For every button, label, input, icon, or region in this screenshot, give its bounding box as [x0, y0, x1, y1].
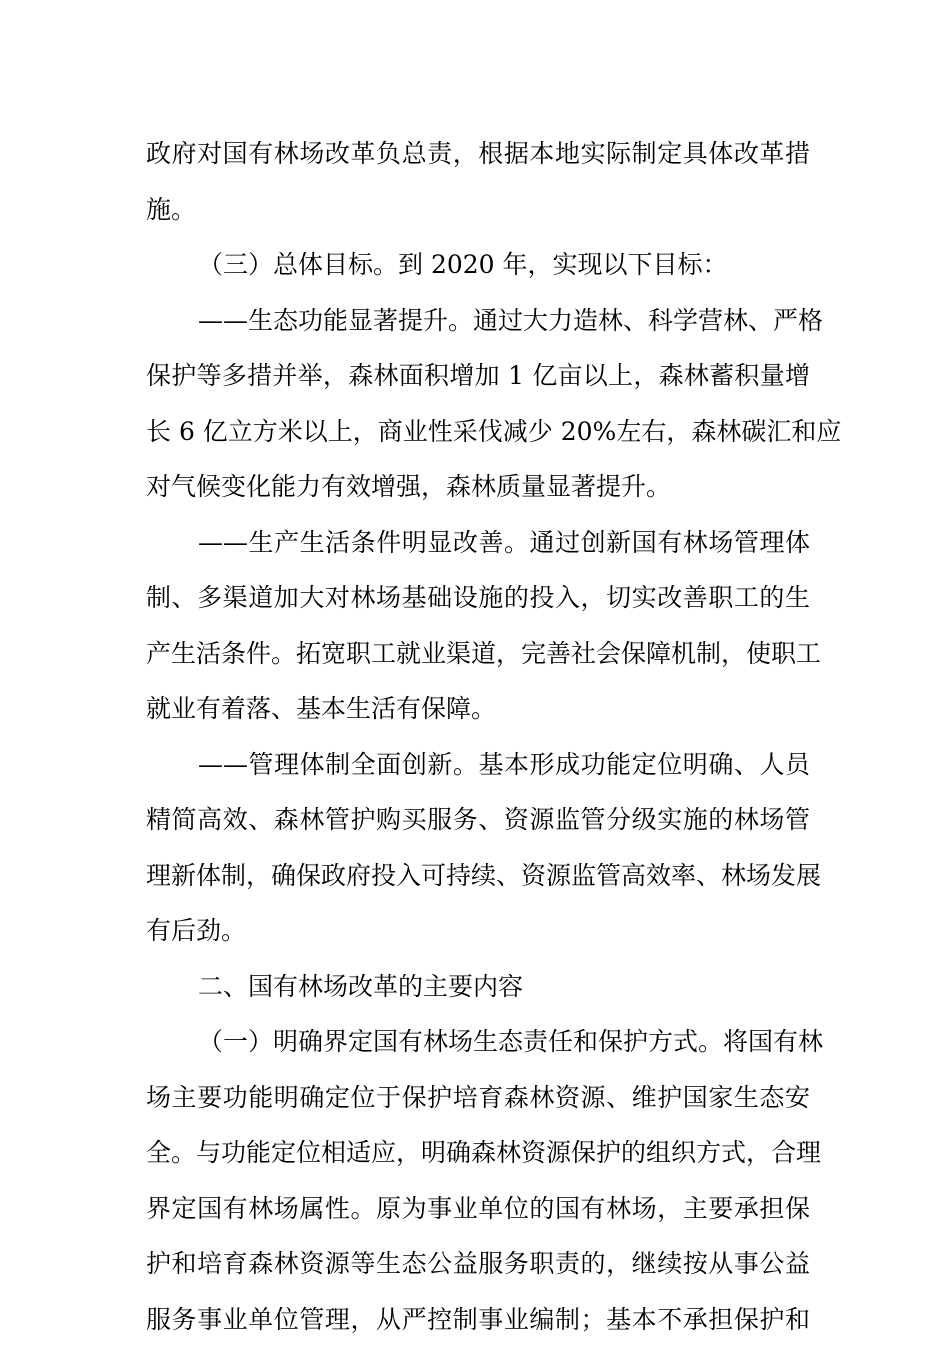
text-line: 服务事业单位管理，从严控制事业编制；基本不承担保护和: [146, 1292, 810, 1347]
text-line: 护和培育森林资源等生态公益服务职责的，继续按从事公益: [146, 1236, 810, 1292]
text-line: 有后劲。: [146, 903, 810, 959]
section-heading: 二、国有林场改革的主要内容: [146, 959, 810, 1015]
text-line: 界定国有林场属性。原为事业单位的国有林场，主要承担保: [146, 1181, 810, 1237]
text-line: 场主要功能明确定位于保护培育森林资源、维护国家生态安: [146, 1070, 810, 1126]
text-line: ——生态功能显著提升。通过大力造林、科学营林、严格: [146, 293, 810, 349]
text-line: 理新体制，确保政府投入可持续、资源监管高效率、林场发展: [146, 848, 810, 904]
text-line: （一）明确界定国有林场生态责任和保护方式。将国有林: [146, 1014, 810, 1070]
text-line: 制、多渠道加大对林场基础设施的投入，切实改善职工的生: [146, 570, 810, 626]
section-heading: （三）总体目标。到 2020 年，实现以下目标：: [146, 237, 810, 293]
text-line: 产生活条件。拓宽职工就业渠道，完善社会保障机制，使职工: [146, 626, 810, 682]
text-line: 就业有着落、基本生活有保障。: [146, 681, 810, 737]
text-line: ——生产生活条件明显改善。通过创新国有林场管理体: [146, 515, 810, 571]
text-line: 精简高效、森林管护购买服务、资源监管分级实施的林场管: [146, 792, 810, 848]
text-line: 政府对国有林场改革负总责，根据本地实际制定具体改革措: [146, 126, 810, 182]
text-line: 施。: [146, 182, 810, 238]
text-line: ——管理体制全面创新。基本形成功能定位明确、人员: [146, 737, 810, 793]
text-line: 长 6 亿立方米以上，商业性采伐减少 20%左右，森林碳汇和应: [146, 404, 810, 460]
document-page: [146, 126, 810, 1347]
text-line: 保护等多措并举，森林面积增加 1 亿亩以上，森林蓄积量增: [146, 348, 810, 404]
text-line: 全。与功能定位相适应，明确森林资源保护的组织方式，合理: [146, 1125, 810, 1181]
text-line: 对气候变化能力有效增强，森林质量显著提升。: [146, 459, 810, 515]
